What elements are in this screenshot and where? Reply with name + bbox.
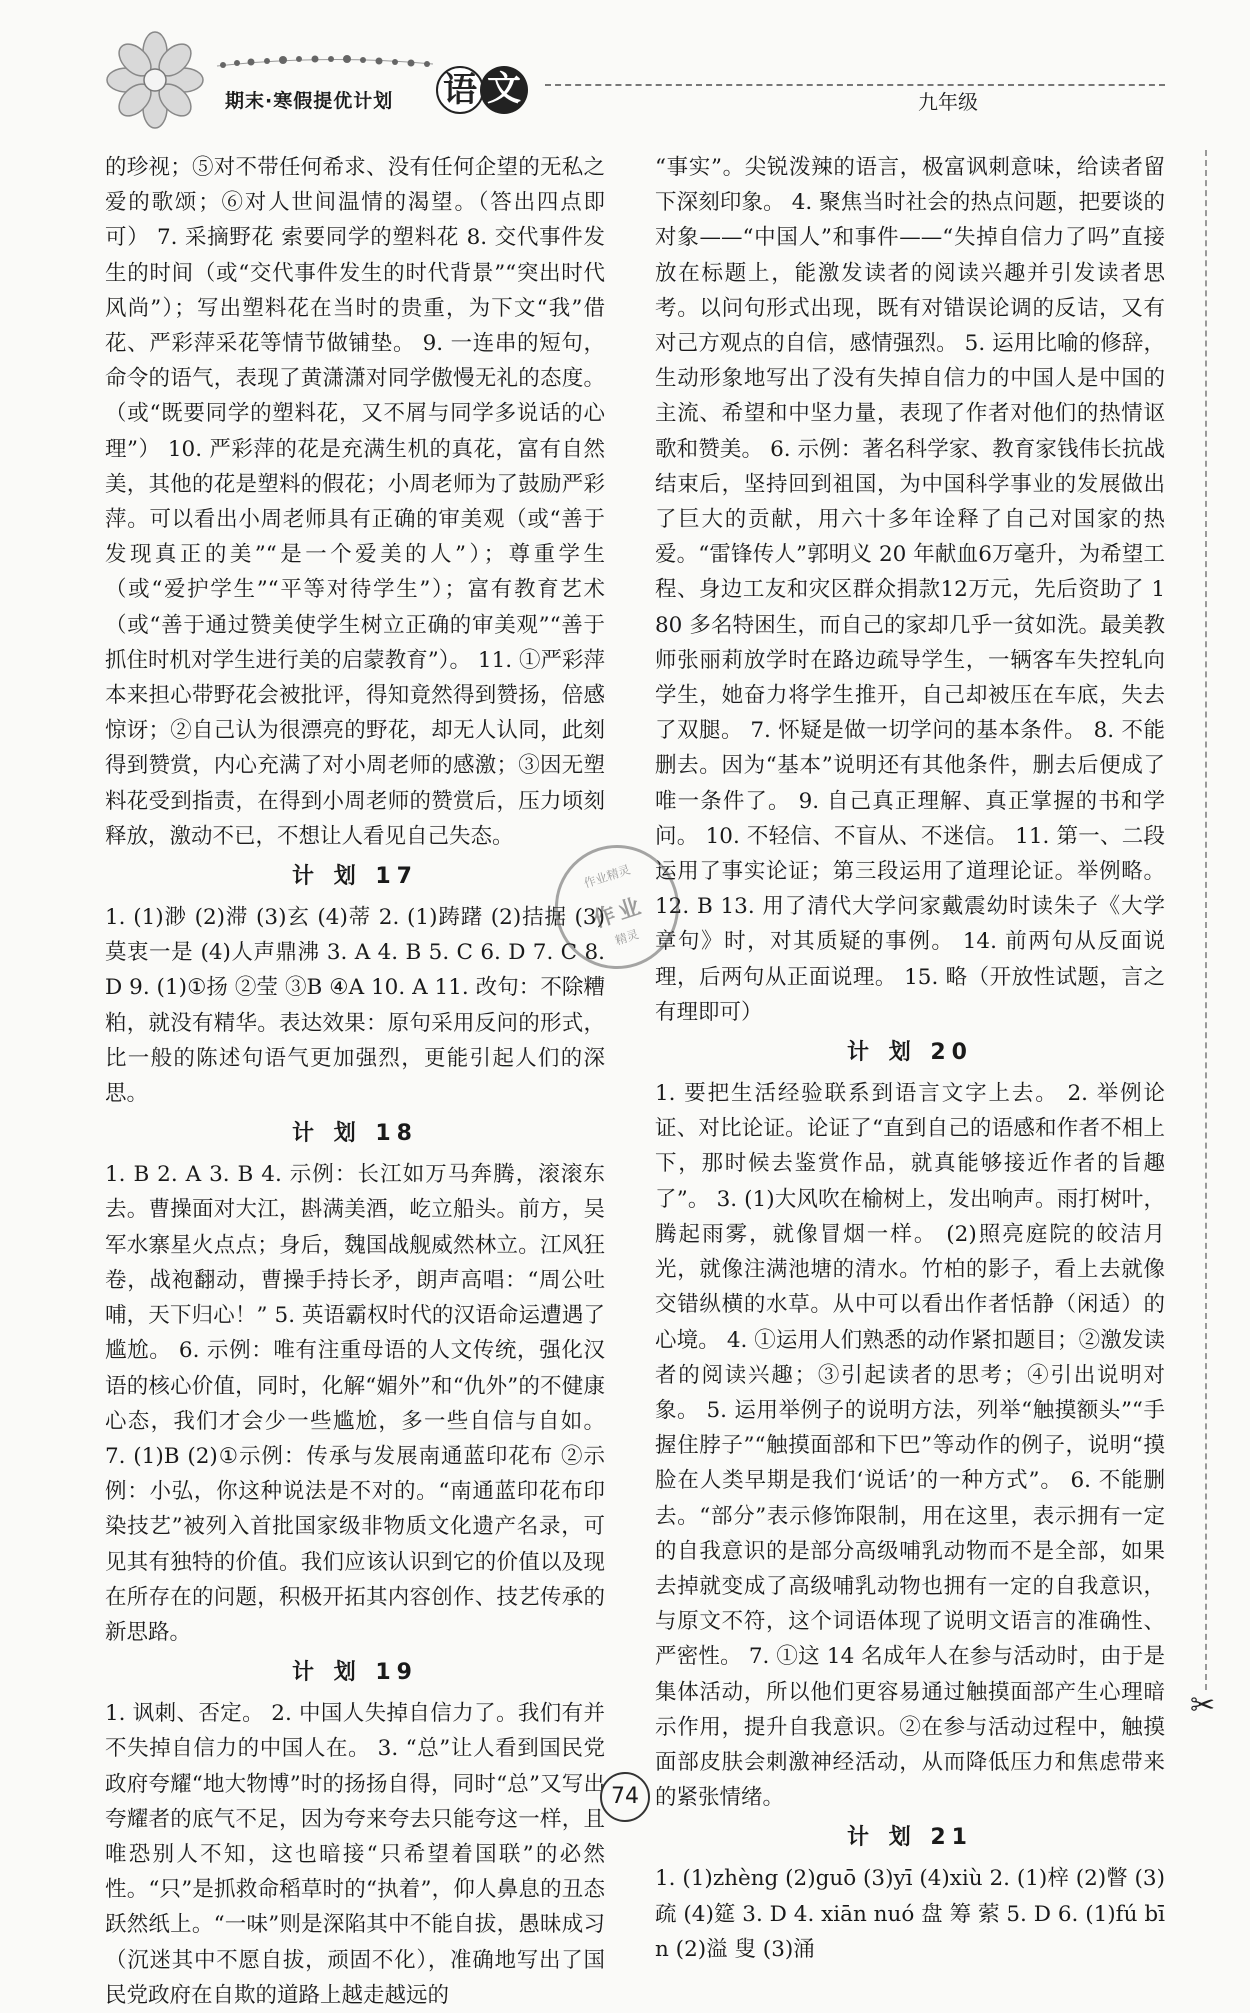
answer-paragraph: 1. (1)渺 (2)滞 (3)玄 (4)蒂 2. (1)踌躇 (2)拮据 (3)莫衷一是 (4)人声鼎沸 3. A 4. B 5. C 6. D 7. C 8. D 9. (1)①扬 ②莹 ③B ④A 10. A 11. 改句：不除糟粕，就没有精华。表达效果：原句采用反问的形式，比一般的陈述句语气更加强烈，更能引起人们的深思。 [105, 905, 605, 1107]
answer-paragraph: 1. B 2. A 3. B 4. 示例：长江如万马奔腾，滚滚东去。曹操面对大江，斟满美酒，屹立船头。前方，吴军水寨星火点点；身后，魏国战舰威然林立。江风狂卷，战袍翻动，曹操手持长矛，朗声高唱：“周公吐哺，天下归心！” 5. 英语霸权时代的汉语命运遭遇了尴尬。 6. 示例：唯有注重母语的人文传统，强化汉语的核心价值，同时，化解“媚外”和“仇外”的不健康心态，我们才会少一些尴尬，多一些自信与自如。 7. (1)B (2)①示例：传承与发展南通蓝印花布 ②示例：小弘，你这种说法是不对的。“南通蓝印花布印染技艺”被列入首批国家级非物质文化遗产名录，可见其有独特的价值。我们应该认识到它的价值以及现在所存在的问题，积极开拓其内容创作、技艺传承的新思路。 [105, 1162, 605, 1645]
page-number: 74 [600, 1772, 650, 1822]
section-heading-plan-17: 计 划 17 [292, 864, 418, 890]
scissors-icon: ✂ [1190, 1688, 1216, 1723]
answer-paragraph: 1. 要把生活经验联系到语言文字上去。 2. 举例论证、对比论证。论证了“直到自己的语感和作者不相上下，那时候去鉴赏作品，就真能够接近作者的旨趣了”。 3. (1)大风吹在榆树上，发出响声。雨打树叶，腾起雨雾，就像冒烟一样。 (2)照亮庭院的皎洁月光，就像注满池塘的清水。竹柏的影子，看上去就像交错纵横的水草。从中可以看出作者恬静（闲适）的心境。 4. ①运用人们熟悉的动作紧扣题目；②激发读者的阅读兴趣；③引起读者的思考；④引出说明对象。 5. 运用举例子的说明方法，列举“触摸额头”“手握住脖子”“触摸面部和下巴”等动作的例子，说明“摸脸在人类早期是我们‘说话’的一种方式”。 6. 不能删去。“部分”表示修饰限制，用在这里，表示拥有一定的自我意识的是部分高级哺乳动物而不是全部，如果去掉就变成了高级哺乳动物也拥有一定的自我意识，与原文不符，这个词语体现了说明文语言的准确性、严密性。 7. ①这 14 名成年人在参与活动时，由于是集体活动，所以他们更容易通过触摸面部产生心理暗示作用，提升自我意识。②在参与活动过程中，触摸面部皮肤会刺激神经活动，从而降低压力和焦虑带来的紧张情绪。 [655, 1081, 1165, 1811]
section-heading-plan-20: 计 划 20 [847, 1040, 973, 1066]
cut-line [1205, 150, 1207, 1690]
right-column [655, 150, 1165, 1967]
subject-badge [436, 64, 536, 112]
answer-paragraph: 的珍视；⑤对不带任何希求、没有任何企望的无私之爱的歌颂；⑥对人世间温情的渴望。（答出四点即可） 7. 采摘野花 索要同学的塑料花 8. 交代事件发生的时间（或“交代事件发生的时代背景”“突出时代风尚”）；写出塑料花在当时的贵重，为下文“我”借花、严彩萍采花等情节做铺垫。 9. 一连串的短句，命令的语气，表现了黄潇潇对同学傲慢无礼的态度。（或“既要同学的塑料花，又不屑与同学多说话的心理”） 10. 严彩萍的花是充满生机的真花，富有自然美，其他的花是塑料的假花；小周老师为了鼓励严彩萍。可以看出小周老师具有正确的审美观（或“善于发现真正的美”“是一个爱美的人”）；尊重学生（或“爱护学生”“平等对待学生”）；富有教育艺术（或“善于通过赞美使学生树立正确的审美观”“善于抓住时机对学生进行美的启蒙教育”）。 11. ①严彩萍本来担心带野花会被批评，得知竟然得到赞扬，倍感惊讶；②自己认为很漂亮的野花，却无人认同，此刻得到赞赏，内心充满了对小周老师的感激；③因无塑料花受到指责，在得到小周老师的赞赏后，压力顷刻释放，激动不已，不想让人看见自己失态。 [105, 155, 605, 849]
header-dashed-divider [545, 84, 1165, 86]
bead-string-decoration [215, 52, 435, 76]
subject-char-yu: 语 [436, 66, 484, 114]
series-title: 期末·寒假提优计划 [225, 90, 394, 112]
section-heading-plan-18: 计 划 18 [292, 1121, 418, 1147]
grade-label: 九年级 [918, 90, 978, 114]
subject-char-wen: 文 [480, 66, 528, 114]
section-heading-plan-21: 计 划 21 [847, 1825, 973, 1851]
answer-paragraph: “事实”。尖锐泼辣的语言，极富讽刺意味，给读者留下深刻印象。 4. 聚焦当时社会的热点问题，把要谈的对象——“中国人”和事件——“失掉自信力了吗”直接放在标题上，能激发读者的阅读兴趣并引发读者思考。以问句形式出现，既有对错误论调的反诘，又有对己方观点的自信，感情强烈。 5. 运用比喻的修辞，生动形象地写出了没有失掉自信力的中国人是中国的主流、希望和中坚力量，表现了作者对他们的热情讴歌和赞美。 6. 示例：著名科学家、教育家钱伟长抗战结束后，坚持回到祖国，为中国科学事业的发展做出了巨大的贡献，用六十多年诠释了自己对国家的热爱。“雷锋传人”郭明义 20 年献血6万毫升，为希望工程、身边工友和灾区群众捐款12万元，先后资助了 180 多名特困生，而自己的家却几乎一贫如洗。最美教师张丽莉放学时在路边疏导学生，一辆客车失控轧向学生，她奋力将学生推开，自己却被压在车底，失去了双腿。 7. 怀疑是做一切学问的基本条件。 8. 不能删去。因为“基本”说明还有其他条件，删去后便成了唯一条件了。 9. 自己真正理解、真正掌握的书和学问。 10. 不轻信、不盲从、不迷信。 11. 第一、二段运用了事实论证；第三段运用了道理论证。举例略。 12. B 13. 用了清代大学问家戴震幼时读朱子《大学章句》时，对其质疑的事例。 14. 前两句从反面说理，后两句从正面说理。 15. 略（开放性试题，言之有理即可） [655, 155, 1165, 1025]
answer-paragraph: 1. 讽刺、否定。 2. 中国人失掉自信力了。我们有并不失掉自信力的中国人在。 3. “总”让人看到国民党政府夸耀“地大物博”时的扬扬自得，同时“总”又写出夸耀者的底气不足，因为夸来夸去只能夸这一样，且唯恐别人不知，这也暗接“只希望着国联”的必然性。“只”是抓救命稻草时的“执着”，仰人鼻息的丑态跃然纸上。“一味”则是深陷其中不能自拔，愚昧成习（沉迷其中不愿自拔，顽固不化），准确地写出了国民党政府在自欺的道路上越走越远的 [105, 1701, 605, 2008]
watermark-stamp: 作业精灵 作业 精灵 [539, 829, 695, 985]
left-column [105, 150, 605, 2013]
page-header [0, 0, 1250, 150]
flower-logo-icon [105, 30, 205, 130]
section-heading-plan-19: 计 划 19 [292, 1660, 418, 1686]
answer-paragraph: 1. (1)zhèng (2)guō (3)yī (4)xiù 2. (1)梓 (2)瞥 (3)疏 (4)筵 3. D 4. xiān nuó 盘 筹 萦 5. D 6. (1)fú bīn (2)溢 叟 (3)涌 [655, 1866, 1165, 1962]
